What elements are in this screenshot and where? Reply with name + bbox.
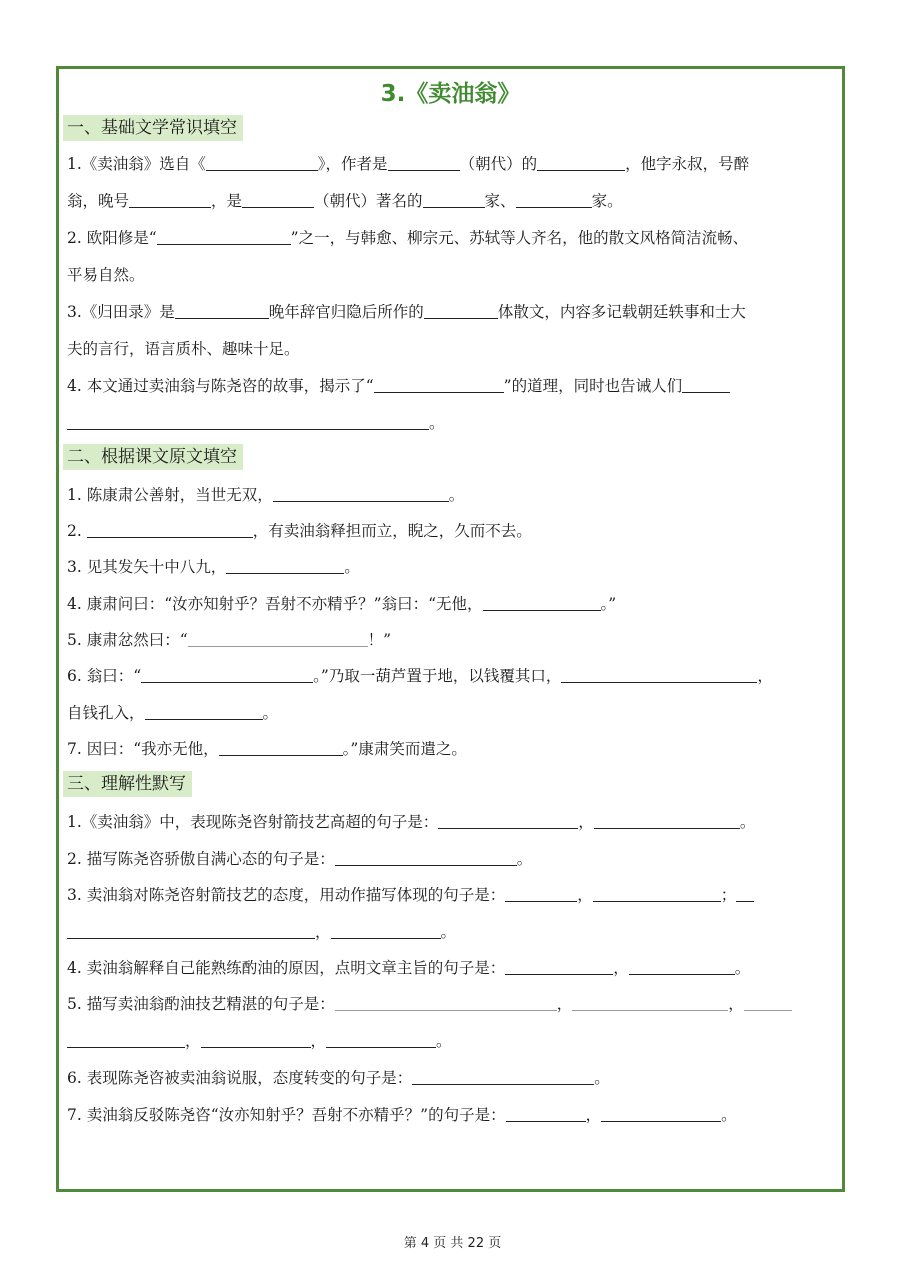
blank[interactable]	[424, 301, 498, 319]
blank[interactable]	[201, 1030, 311, 1048]
blank[interactable]	[601, 1104, 721, 1122]
question-line: 5. 描写卖油翁酌油技艺精湛的句子是： ， ，	[67, 992, 836, 1016]
question-line: ， ， 。	[67, 1029, 836, 1053]
blank[interactable]	[157, 227, 291, 245]
question-line: 1.《卖油翁》中，表现陈尧咨射箭技艺高超的句子是： ， 。	[67, 813, 756, 831]
section-heading-2: 二、根据课文原文填空	[63, 444, 243, 470]
question-line: 2. 欧阳修是“ ”之一，与韩愈、柳宗元、苏轼等人齐名，他的散文风格简洁流畅、	[67, 229, 749, 247]
question-line: 1.《卖油翁》选自《 》，作者是 （朝代）的 ，他字永叔，号醉	[67, 155, 750, 173]
blank[interactable]	[736, 884, 754, 902]
blank[interactable]	[331, 921, 441, 939]
blank[interactable]	[682, 375, 730, 393]
blank[interactable]	[412, 1067, 594, 1085]
section-heading-1: 一、基础文学常识填空	[63, 115, 243, 141]
section-heading-3: 三、理解性默写	[63, 771, 192, 797]
blank[interactable]	[145, 702, 263, 720]
blank[interactable]	[67, 412, 429, 430]
blank[interactable]	[537, 153, 625, 171]
blank[interactable]	[506, 1104, 586, 1122]
question-line: 平易自然。	[67, 266, 145, 284]
blank[interactable]	[141, 665, 313, 683]
blank[interactable]	[273, 484, 449, 502]
blank[interactable]	[561, 665, 757, 683]
blank[interactable]	[219, 738, 343, 756]
blank[interactable]	[374, 375, 504, 393]
question-line: 3. 见其发矢十中八九， 。	[67, 558, 360, 576]
question-line: 。	[67, 411, 836, 435]
blank[interactable]	[87, 520, 253, 538]
question-line: 4. 本文通过卖油翁与陈尧咨的故事，揭示了“ ”的道理，同时也告诫人们	[67, 374, 836, 398]
blank[interactable]	[335, 993, 557, 1011]
blank[interactable]	[129, 190, 211, 208]
blank[interactable]	[505, 884, 577, 902]
question-line: ， 。	[67, 920, 836, 944]
question-line: 6. 翁曰：“ 。”乃取一葫芦置于地，以钱覆其口， ，	[67, 667, 773, 685]
blank[interactable]	[516, 190, 592, 208]
blank[interactable]	[206, 153, 318, 171]
question-line: 7. 卖油翁反驳陈尧咨“汝亦知射乎？吾射不亦精乎？”的句子是： ， 。	[67, 1106, 737, 1124]
question-line: 3.《归田录》是 晚年辞官归隐后所作的 体散文，内容多记载朝廷轶事和士大	[67, 303, 746, 321]
blank[interactable]	[226, 556, 344, 574]
page-title: 3.《卖油翁》	[380, 81, 521, 107]
question-line: 1. 陈康肃公善射，当世无双， 。	[67, 486, 465, 504]
blank[interactable]	[572, 993, 728, 1011]
blank[interactable]	[505, 957, 613, 975]
worksheet-frame	[56, 66, 845, 1192]
blank[interactable]	[593, 884, 721, 902]
blank[interactable]	[67, 921, 315, 939]
question-line: 3. 卖油翁对陈尧咨射箭技艺的态度，用动作描写体现的句子是： ， ；	[67, 883, 836, 907]
blank[interactable]	[335, 848, 517, 866]
blank[interactable]	[242, 190, 314, 208]
question-line: 2. 描写陈尧咨骄傲自满心态的句子是： 。	[67, 850, 533, 868]
question-line: 5. 康肃忿然曰：“ ！”	[67, 631, 392, 649]
blank[interactable]	[438, 811, 578, 829]
blank[interactable]	[744, 993, 792, 1011]
question-line: 4. 卖油翁解释自己能熟练酌油的原因，点明文章主旨的句子是： ， 。	[67, 959, 751, 977]
blank[interactable]	[594, 811, 740, 829]
blank[interactable]	[629, 957, 735, 975]
blank[interactable]	[67, 1030, 185, 1048]
blank[interactable]	[483, 593, 601, 611]
question-line: 2. ，有卖油翁释担而立，睨之，久而不去。	[67, 522, 532, 540]
blank[interactable]	[188, 629, 368, 647]
blank[interactable]	[423, 190, 485, 208]
question-line: 翁，晚号 ，是 （朝代）著名的 家、 家。	[67, 192, 623, 210]
blank[interactable]	[175, 301, 269, 319]
page-footer: 第 4 页 共 22 页	[403, 1236, 502, 1251]
question-line: 7. 因曰：“我亦无他， 。”康肃笑而遣之。	[67, 740, 467, 758]
question-line: 6. 表现陈尧咨被卖油翁说服，态度转变的句子是： 。	[67, 1069, 610, 1087]
question-line: 4. 康肃问曰：“汝亦知射乎？吾射不亦精乎？”翁曰：“无他， 。”	[67, 595, 617, 613]
question-line: 自钱孔入， 。	[67, 704, 279, 722]
blank[interactable]	[388, 153, 460, 171]
question-line: 夫的言行，语言质朴、趣味十足。	[67, 340, 300, 358]
blank[interactable]	[326, 1030, 436, 1048]
